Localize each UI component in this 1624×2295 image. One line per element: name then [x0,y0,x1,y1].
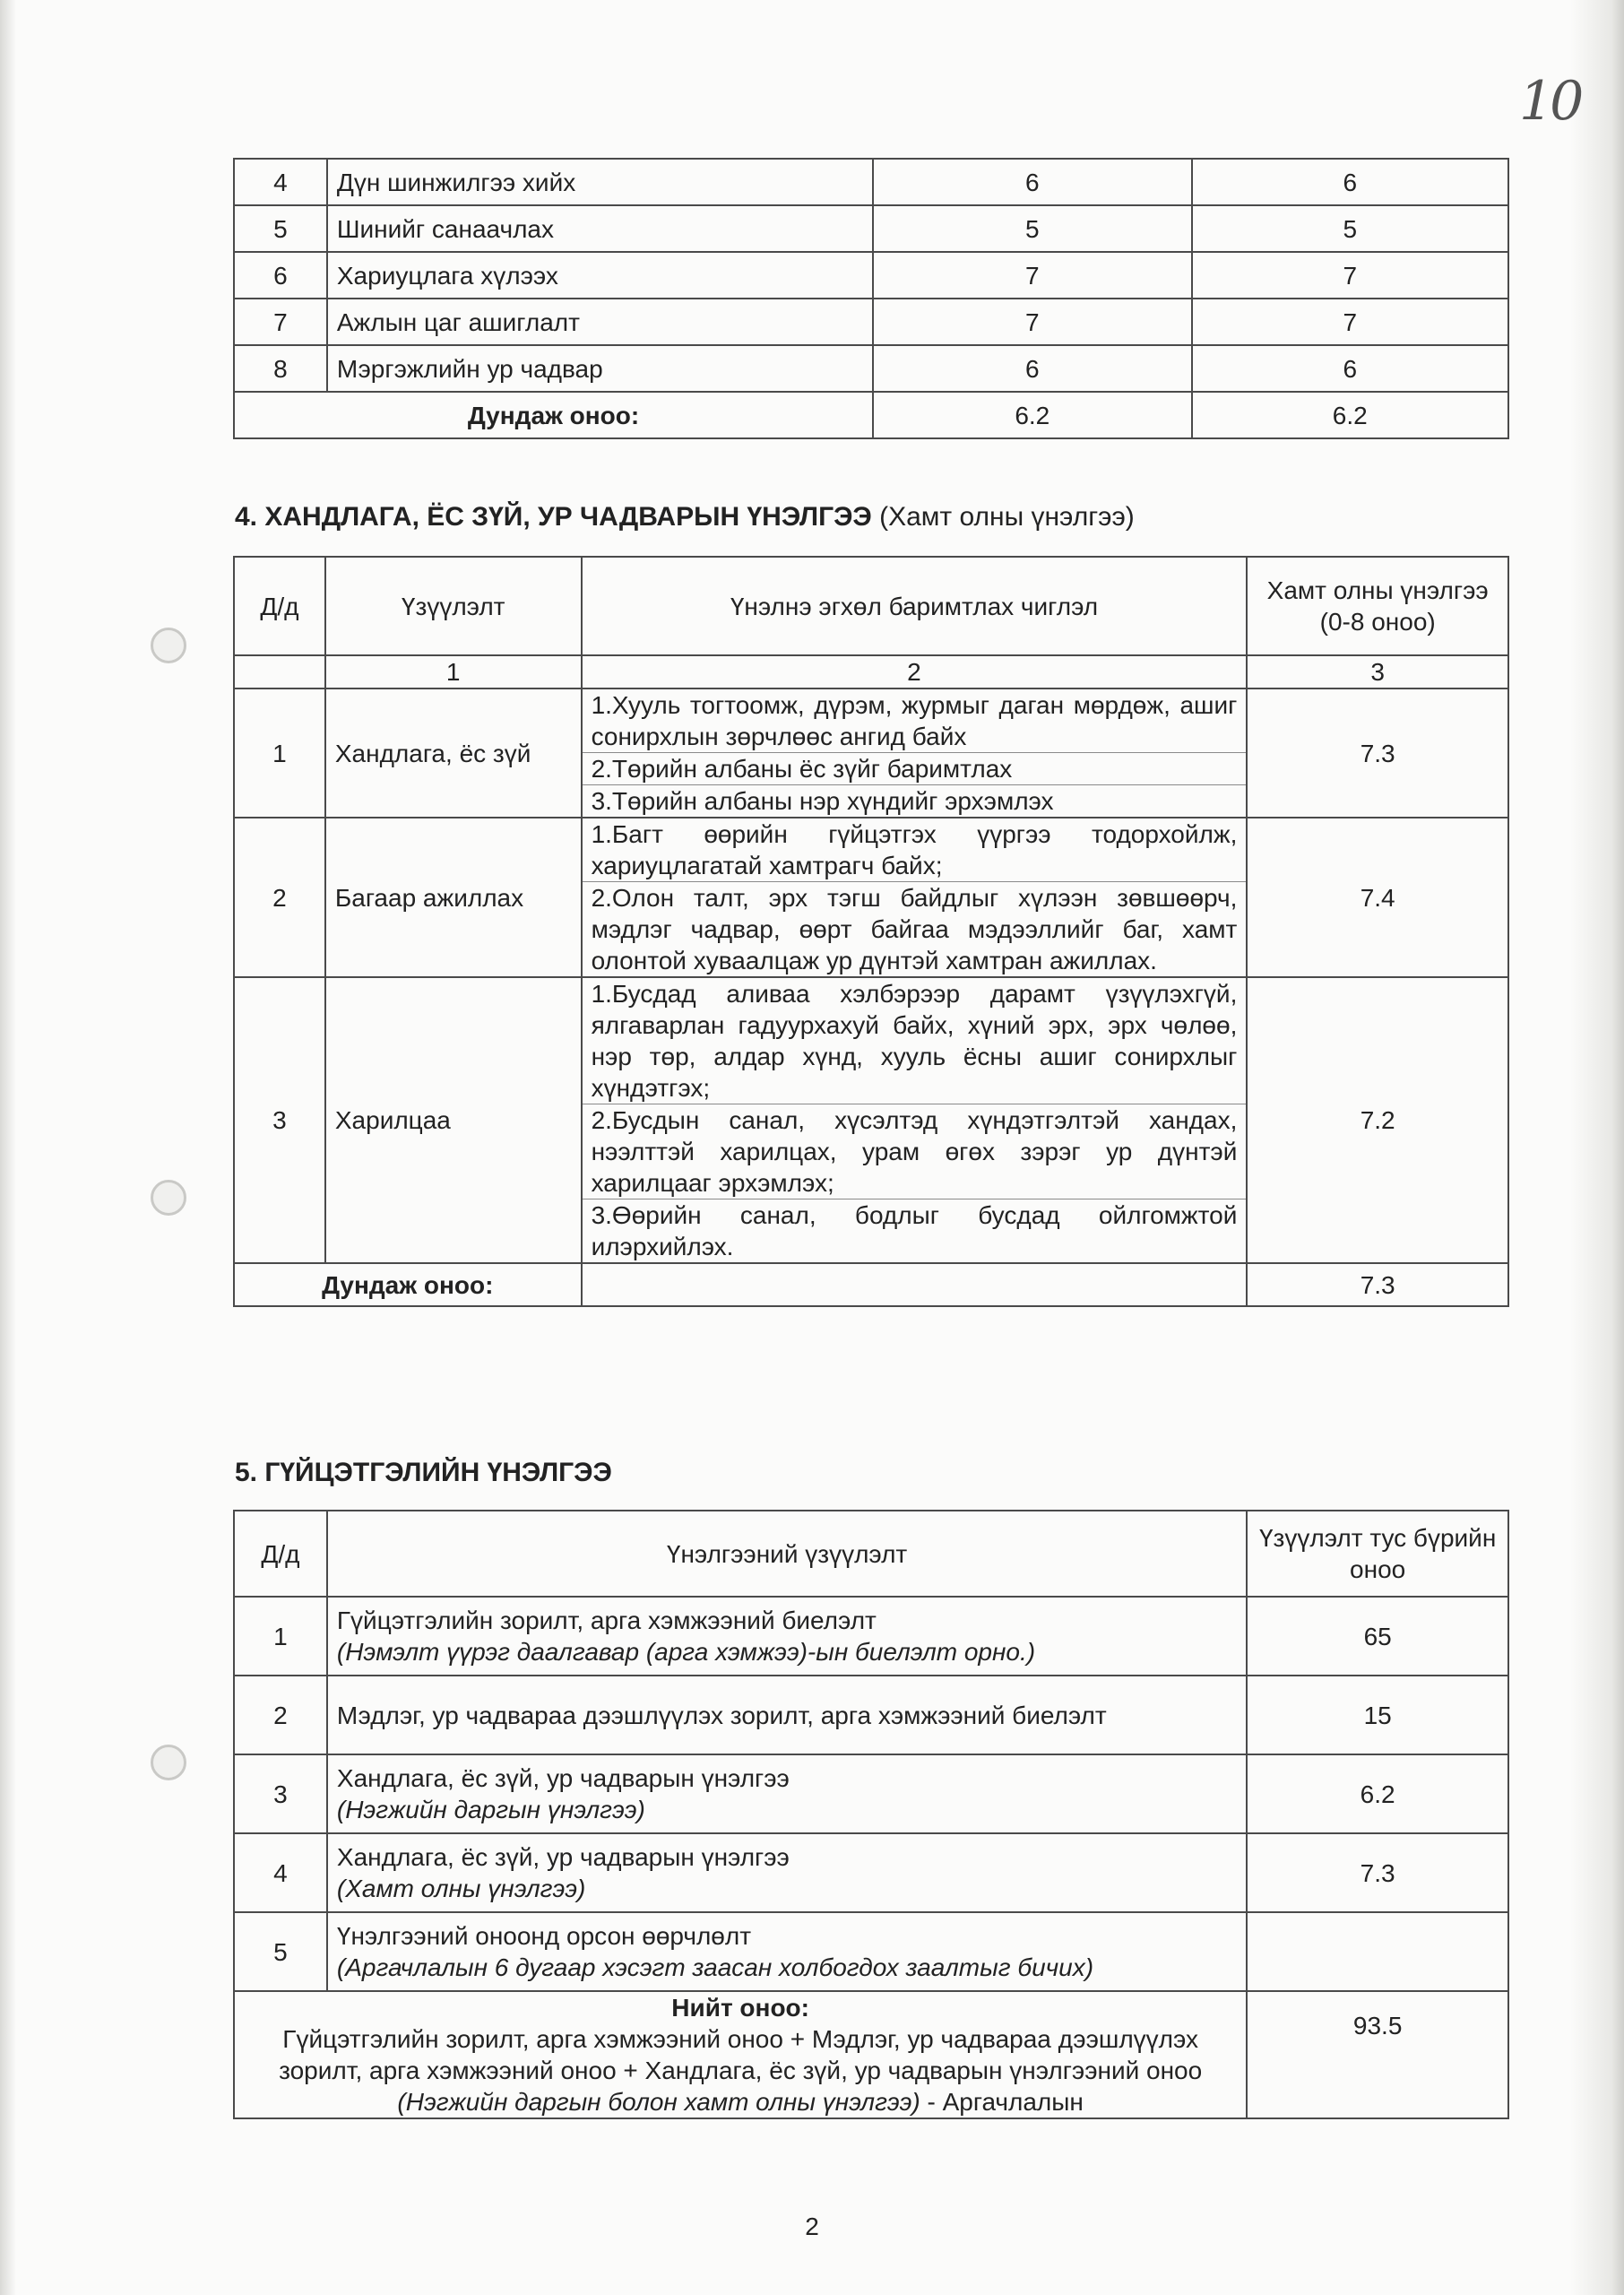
principle-list [582,818,1248,977]
section-4-title [235,502,1135,533]
row-number: 5 [234,1912,327,1991]
criterion-name: Хандлага, ёс зүй [325,688,582,818]
table-row [234,977,1508,1263]
table-row [234,1833,1508,1912]
score-cell: 5 [873,205,1191,252]
criterion-cell [327,1676,1247,1754]
score-cell: 7.3 [1247,688,1508,818]
row-number: 4 [234,159,327,205]
header-num: Д/д [234,1511,327,1597]
criterion-text: Гүйцэтгэлийн зорилт, арга хэмжээний биелэлт [336,1606,877,1634]
score-cell: 7.3 [1247,1833,1508,1912]
header-num: Д/д [234,557,325,655]
average-value: 6.2 [873,392,1191,438]
principle-item: 1.Багт өөрийн гүйцэтгэх үүргээ тодорхойлж, хариуцлагатай хамтрагч байх; [591,820,1238,879]
principle-list [582,977,1248,1263]
total-formula-note: (Нэгжийн даргын болон хамт олны үнэлгээ) [397,2088,920,2116]
score-cell: 7 [1192,252,1508,299]
row-number: 1 [234,1597,327,1676]
score-cell: 6 [873,159,1191,205]
criterion-note: (Нэгжийн даргын үнэлгээ) [336,1796,645,1823]
principle-item: 3.Төрийн албаны нэр хүндийг эрхэмлэх [583,784,1247,817]
header-score: Үзүүлэлт тус бүрийн оноо [1247,1511,1508,1597]
index-cell: 2 [582,655,1248,688]
score-cell: 15 [1247,1676,1508,1754]
criterion-text: Үнэлгээний оноонд орсон өөрчлөлт [336,1922,752,1950]
principle-item: 3.Өөрийн санал, бодлыг бусдад ойлгомжтой илэрхийлэх. [583,1199,1247,1262]
principle-item: 2.Олон талт, эрх тэгш байдлыг хүлээн зөвшөөрч, мэдлэг чадвар, өөрт байгаа мэдээллийг баг, хамт олонтой хуваалцаж ур дүнтэй хамтран ажиллах. [583,881,1247,976]
criterion-name: Харилцаа [325,977,582,1263]
section-title-text: 4. ХАНДЛАГА, ЁС ЗҮЙ, УР ЧАДВАРЫН ҮНЭЛГЭЭ [235,502,872,532]
table-row [234,1597,1508,1676]
row-number: 5 [234,205,327,252]
index-row [234,655,1508,688]
criterion-text: Хандлага, ёс зүй, ур чадварын үнэлгээ [336,1764,790,1792]
header-criterion: Үнэлгээний үзүүлэлт [327,1511,1247,1597]
criterion-note: (Хамт олны үнэлгээ) [336,1875,586,1902]
scan-edge-right [1570,0,1624,2295]
row-number: 1 [234,688,325,818]
header-criterion: Үзүүлэлт [325,557,582,655]
row-number: 2 [234,818,325,977]
criterion-name: Ажлын цаг ашиглалт [327,299,873,345]
average-value: 7.3 [1247,1263,1508,1306]
criterion-text: Хандлага, ёс зүй, ур чадварын үнэлгээ [336,1843,790,1871]
index-cell: 1 [325,655,582,688]
row-number: 6 [234,252,327,299]
score-cell: 7.2 [1247,977,1508,1263]
section-5-title: 5. ГҮЙЦЭТГЭЛИЙН ҮНЭЛГЭЭ [235,1458,612,1487]
criterion-name: Дүн шинжилгээ хийх [327,159,873,205]
table-row [234,159,1508,205]
average-value: 6.2 [1192,392,1508,438]
score-cell: 65 [1247,1597,1508,1676]
table-row [234,818,1508,977]
criterion-cell [327,1597,1247,1676]
total-formula [244,2023,1237,2117]
total-formula-text: Гүйцэтгэлийн зорилт, арга хэмжээний оноо + Мэдлэг, ур чадвараа дээшлүүлэх зорилт, арга хэмжээний оноо + Хандлага, ёс зүй, ур чадварын үнэлгээний оноо [279,2025,1203,2084]
table-row [234,205,1508,252]
header-score: Хамт олны үнэлгээ (0-8 оноо) [1247,557,1508,655]
criterion-text: Мэдлэг, ур чадвараа дээшлүүлэх зорилт, арга хэмжээний биелэлт [336,1701,1107,1729]
score-cell: 5 [1192,205,1508,252]
scan-edge-left [0,0,16,2295]
punch-hole-2 [151,1180,186,1216]
row-number: 7 [234,299,327,345]
table-row [234,252,1508,299]
criterion-name: Шинийг санаачлах [327,205,873,252]
principle-item: 1.Хууль тогтоомж, дүрэм, журмыг даган мөрдөж, ашиг сонирхлын зөрчлөөс ангид байх [591,691,1238,750]
handwritten-page-number: 10 [1519,70,1581,133]
criterion-name: Мэргэжлийн ур чадвар [327,345,873,392]
score-cell: 6 [1192,345,1508,392]
table-row [234,1912,1508,1991]
score-cell: 7 [1192,299,1508,345]
score-cell: 7 [873,299,1191,345]
total-formula-tail: - Аргачлалын [927,2088,1084,2116]
row-number: 3 [234,1754,327,1833]
criterion-name: Багаар ажиллах [325,818,582,977]
average-label: Дундаж оноо: [234,392,873,438]
principle-item: 2.Бусдын санал, хүсэлтэд хүндэтгэлтэй хандах, нээлттэй харилцах, урам өгөх зэрэг ур дүнтэй харилцааг эрхэмлэх; [583,1104,1247,1199]
criterion-note: (Аргачлалын 6 дугаар хэсэгт заасан холбогдох заалтыг бичих) [336,1953,1094,1981]
score-cell [1247,1912,1508,1991]
table-row [234,1754,1508,1833]
total-label: Нийт оноо: [671,1994,809,2022]
row-number: 2 [234,1676,327,1754]
row-number: 8 [234,345,327,392]
table-row [234,299,1508,345]
total-cell [234,1991,1247,2118]
row-number: 4 [234,1833,327,1912]
principle-item: 1.Бусдад аливаа хэлбэрээр дарамт үзүүлэхгүй, ялгаварлан гадуурхахуй байх, хүний эрх, эрх чөлөө, нэр төр, алдар хүнд, хууль ёсны ашиг сонирхлыг хүндэтгэх; [591,980,1238,1102]
principle-item: 2.Төрийн албаны ёс зүйг баримтлах [583,752,1247,784]
total-value: 93.5 [1247,1991,1508,2118]
table-row [234,1676,1508,1754]
table-row [234,345,1508,392]
row-number: 3 [234,977,325,1263]
previous-evaluation-table [233,158,1509,439]
index-cell: 3 [1247,655,1508,688]
score-cell: 7 [873,252,1191,299]
performance-evaluation-table [233,1510,1509,2119]
table-row [234,688,1508,818]
attitude-evaluation-table [233,556,1509,1307]
header-principle: Үнэлнэ эгхөл баримтлах чиглэл [582,557,1248,655]
section-subtitle: (Хамт олны үнэлгээ) [879,502,1135,532]
score-cell: 6.2 [1247,1754,1508,1833]
average-row [234,392,1508,438]
criterion-note: (Нэмэлт үүрэг даалгавар (арга хэмжээ)-ын биелэлт орно.) [336,1638,1036,1666]
criterion-cell [327,1754,1247,1833]
average-row [234,1263,1508,1306]
punch-hole-1 [151,628,186,663]
principle-list [582,688,1248,818]
score-cell: 6 [873,345,1191,392]
average-label: Дундаж оноо: [234,1263,582,1306]
criterion-cell [327,1833,1247,1912]
punch-hole-3 [151,1745,186,1780]
criterion-name: Хариуцлага хүлээх [327,252,873,299]
criterion-cell [327,1912,1247,1991]
score-cell: 6 [1192,159,1508,205]
header-row [234,557,1508,655]
header-row [234,1511,1508,1597]
score-cell: 7.4 [1247,818,1508,977]
page-number: 2 [805,2213,819,2240]
total-row [234,1991,1508,2118]
